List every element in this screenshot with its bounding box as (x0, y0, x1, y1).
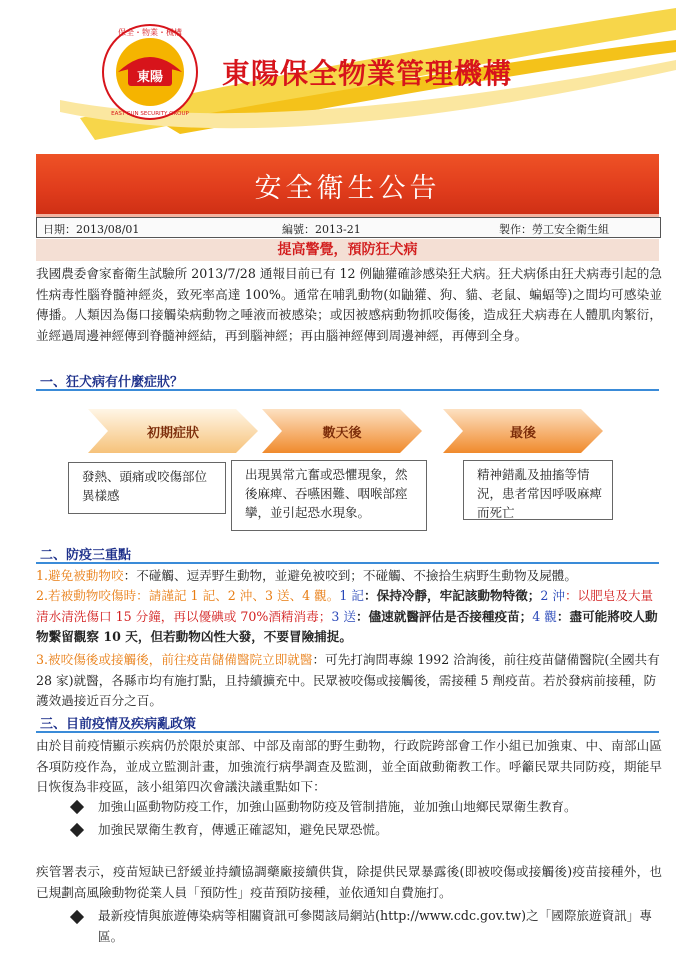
stage-3-description: 精神錯亂及抽搐等情況，患者常因呼吸麻痺而死亡 (463, 460, 613, 520)
section-1-header (36, 372, 659, 391)
svg-text:保全・物業・機構: 保全・物業・機構 (118, 28, 182, 37)
section-3-paragraph-2: 疾管署表示，疫苗短缺已舒緩並持續協調藥廠接續供貨，除提供民眾暴露後(即被咬傷或接觸後)疫苗接種外，也已規劃高風險動物從業人員「預防性」疫苗預防接種，並依通知自費施打。 (36, 864, 662, 900)
policy-bullet-3: 最新疫情與旅遊傳染病等相關資訊可參閱該局網站(http://www.cdc.gov.tw)之「國際旅遊資訊」專區。 (98, 908, 652, 944)
svg-text:東陽: 東陽 (136, 70, 164, 85)
point-3-body: ：可先打詢問專線 1992 洽詢後，前往疫苗儲備醫院(全國共有 28 家)就醫，各縣市均有施打點，且持續擴充中。民眾被咬傷或接觸後，需接種 5 劑疫苗。若於發病前接種，防護效過接近百分之百。 (36, 652, 660, 708)
point-2-value-2: ：以肥皂及大量清水清洗傷口 15 分鐘，再以優碘或 70%酒精消毒； (36, 588, 654, 624)
prevention-point-2 (36, 586, 662, 648)
notice-headline: 提高警覺，預防狂犬病 (36, 239, 659, 261)
notice-title: 安全衛生公告 (254, 173, 441, 204)
prevention-point-1 (36, 566, 662, 587)
bullet-diamond-icon (70, 800, 84, 814)
stage-2-description: 出現異常亢奮或恐懼現象，然後麻痺、吞嚥困難、咽喉部痙攣，並引起恐水現象。 (231, 460, 427, 531)
stage-2-label: 數天後 (322, 425, 362, 441)
stage-3-label: 最後 (509, 425, 536, 441)
notice-date: 日期：2013/08/01 (43, 223, 140, 236)
point-2-heading: 2.若被動物咬傷時：請謹記 1 記、2 沖、3 送、4 觀。 (36, 588, 340, 603)
section-2-title: 二、防疫三重點 (40, 548, 132, 563)
stage-1-description: 發熱、頭痛或咬傷部位異樣感 (68, 462, 226, 514)
point-1-body: ：不碰觸、逗弄野生動物，並避免被咬到；不碰觸、不撿拾生病野生動物及屍體。 (123, 568, 577, 583)
stage-2-chevron (262, 409, 422, 453)
policy-bullet-1: 加強山區動物防疫工作，加強山區動物防疫及管制措施，並加強山地鄉民眾衛生教育。 (98, 799, 577, 814)
notice-maker: 製作：勞工安全衛生組 (499, 223, 609, 236)
point-2-key-1: 1 記 (339, 588, 364, 603)
notice-banner (36, 154, 659, 217)
intro-paragraph: 我國農委會家畜衛生試驗所 2013/7/28 通報目前已有 12 例鼬獾確診感染狂犬病。狂犬病係由狂犬病毒引起的急性病毒性腦脊髓神經炎，致死率高達 100%。通常在哺乳動物(如鼬獾、狗、貓、老鼠、蝙蝠等)之間均可感染並傳播。人類因為傷口接觸染病動物之唾液而被感染；或因被感病動物抓咬傷後，造成狂犬病毒在人體肌肉繁衍，並經過周邊神經傳到脊髓神經結，再到腦神經；再由腦神經傳到周邊神經，再傳到全身。 (36, 266, 662, 343)
point-2-key-2: 2 沖 (540, 588, 565, 603)
policy-bullet-2: 加強民眾衛生教育，傳遞正確認知，避免民眾恐慌。 (98, 822, 388, 837)
stage-3-chevron (443, 409, 603, 453)
notice-meta-row (36, 217, 661, 238)
notice-number: 編號：2013-21 (282, 223, 361, 236)
bullet-diamond-icon (70, 823, 84, 837)
point-2-value-1: ：保持冷靜，牢記該動物特徵； (364, 588, 541, 603)
point-3-heading: 3.被咬傷後或接觸後，前往疫苗儲備醫院立即就醫 (36, 652, 313, 667)
company-name: 東陽保全物業管理機構 (222, 57, 513, 90)
prevention-point-3 (36, 650, 662, 712)
section-3-header (36, 714, 659, 733)
section-3-title: 三、目前疫情及疾病亂政策 (40, 717, 197, 732)
section-2-header (36, 545, 659, 564)
point-2-key-4: 4 觀 (532, 608, 557, 624)
point-2-value-3: ：儘速就醫評估是否接種疫苗； (355, 608, 533, 624)
company-logo (100, 22, 200, 122)
stage-1-chevron (88, 409, 258, 453)
section-3-paragraph-1: 由於目前疫情顯示疾病仍於限於東部、中部及南部的野生動物，行政院跨部會工作小組已加強東、中、南部山區各項防疫作為，並成立監測計畫，加強流行病學調查及監測，並全面啟動衛教工作。呼籲民眾共同防疫，期能早日恢復為非疫區，該小組第四次會議決議重點如下： (36, 738, 662, 794)
svg-text:EAST SUN SECURITY GROUP: EAST SUN SECURITY GROUP (111, 111, 189, 117)
point-1-heading: 1.避免被動物咬 (36, 568, 124, 583)
bullet-diamond-icon (70, 910, 84, 924)
point-2-value-4: ：盡可能將咬人動物繫留觀察 10 天，但若動物凶性大發，不要冒險捕捉。 (36, 608, 658, 644)
section-1-title: 一、狂犬病有什麼症狀？ (40, 375, 184, 390)
stage-1-label: 初期症狀 (146, 425, 199, 441)
point-2-key-3: 3 送 (331, 608, 356, 624)
